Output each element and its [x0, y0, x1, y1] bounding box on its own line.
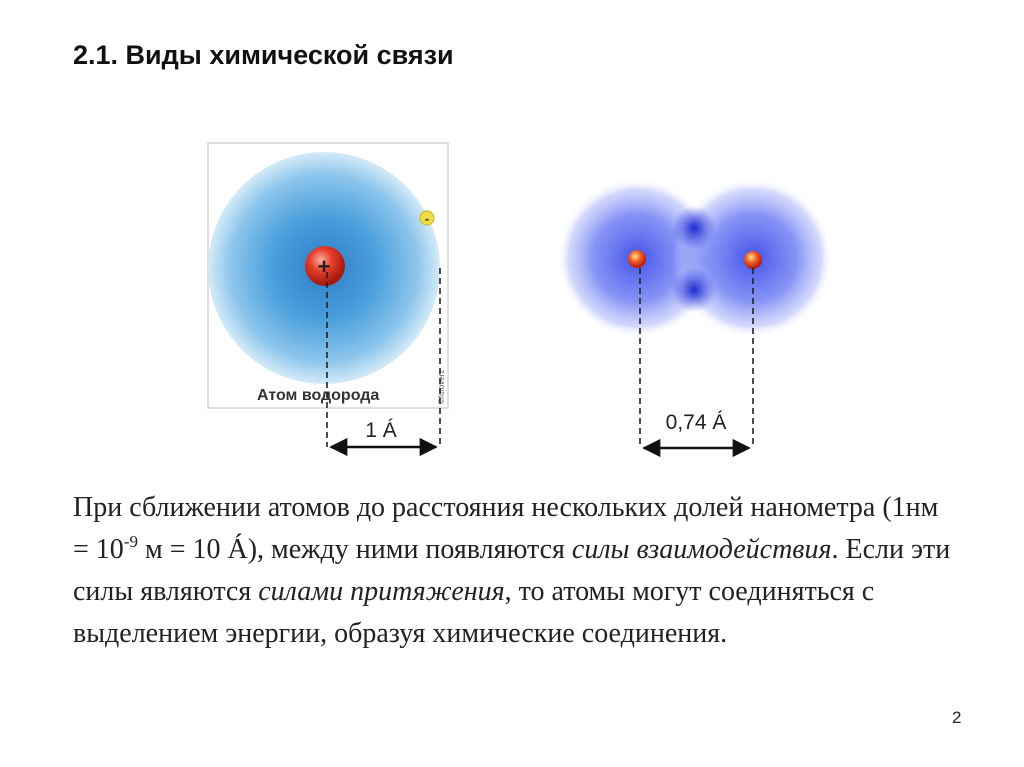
paragraph-text-3: . Если эти силы являются — [73, 534, 951, 607]
atom-caption: Атом водорода — [257, 387, 380, 404]
nucleus-right — [744, 251, 762, 269]
page-number: 2 — [952, 708, 962, 727]
bond-electron-density-bottom — [672, 268, 716, 312]
slide-title: 2.1. Виды химической связи — [73, 40, 454, 70]
atom-radius-label: 1 Á — [365, 419, 397, 442]
body-paragraph — [73, 487, 953, 655]
electron-minus-sign: - — [424, 211, 430, 226]
bond-electron-density-top — [672, 206, 716, 250]
term-interaction-forces: силы взаимодействия — [571, 534, 832, 565]
paragraph-text-1: При сближении атомов до расстояния нескольких долей нанометра (1нм = 10 — [73, 492, 939, 565]
hydrogen-atom-panel — [208, 143, 448, 447]
paragraph-text-2: м = 10 Á), между ними появляются — [137, 534, 572, 565]
nucleus-plus-sign: + — [317, 254, 331, 279]
bond-length-label: 0,74 Á — [665, 411, 727, 434]
watermark: ©fotoverz — [437, 369, 446, 404]
exponent: -9 — [123, 532, 138, 551]
term-attraction-forces: силами притяжения — [258, 576, 505, 607]
hydrogen-molecule — [557, 178, 833, 448]
paragraph-text-4: , то атомы могут соединяться с выделением энергии, образуя химические соединения. — [73, 576, 875, 649]
nucleus-left — [628, 250, 646, 268]
